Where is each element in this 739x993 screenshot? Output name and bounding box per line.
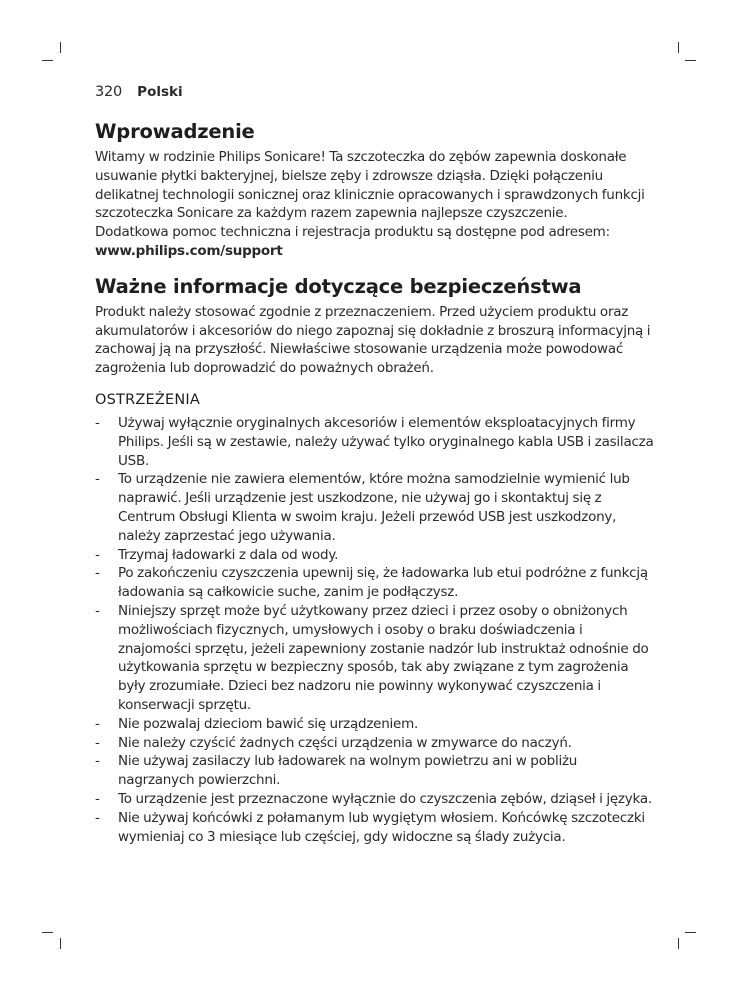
crop-mark-bottom-left-v [60,938,61,949]
warning-item [95,790,655,809]
support-text: Dodatkowa pomoc techniczna i rejestracja produktu są dostępne pod adresem: [95,224,610,241]
warning-item [95,734,655,753]
page-number: 320 [95,84,123,100]
warning-item [95,546,655,565]
bullet-dash: - [95,546,100,563]
crop-mark-bottom-right-v [678,938,679,949]
safety-paragraph: Produkt należy stosować zgodnie z przeznaczeniem. Przed użyciem produktu oraz akumulatorów i akcesoriów do niego zapoznaj się dokładnie z broszurą informacyjną i zachowaj ją na przyszłość. Niewłaściwe stosowanie urządzenia może powodować zagrożenia lub doprowadzić do poważnych obrażeń. [95,303,651,377]
warning-text: To urządzenie nie zawiera elementów, które można samodzielnie wymienić lub naprawić. Jeśli urządzenie jest uszkodzone, nie używaj go i skontaktuj się z Centrum Obsługi Klienta w swoim kraju. Jeżeli przewód USB jest uszkodzony, należy zaprzestać jego używania. [118,471,630,544]
intro-paragraph: Witamy w rodzinie Philips Sonicare! Ta szczoteczka do zębów zapewnia doskonałe usuwanie płytki bakteryjnej, bielsze zęby i zdrowsze dziąsła. Dzięki połączeniu delikatnej technologii sonicznej oraz klinicznie opracowanych i sprawdzonych funkcji szczoteczka Sonicare za każdym razem zapewnia najlepsze czyszczenie. [95,149,645,222]
warning-text: Nie pozwalaj dzieciom bawić się urządzeniem. [118,715,419,732]
warning-item [95,715,655,734]
intro-heading: Wprowadzenie [95,120,255,143]
safety-section [95,273,655,378]
intro-section [95,118,655,261]
support-link[interactable]: www.philips.com/support [95,242,283,259]
warning-item [95,564,655,602]
safety-heading: Ważne informacje dotyczące bezpieczeństwa [95,274,582,298]
support-paragraph [95,223,655,261]
bullet-dash: - [95,602,100,619]
crop-mark-bottom-left-h [42,932,53,933]
warning-text: Niniejszy sprzęt może być użytkowany przez dzieci i przez osoby o obniżonych możliwościach fizycznych, umysłowych i osoby o braku doświadczenia i znajomości sprzętu, jeżeli zapewniony zostanie nadzór lub instruktaż odnośnie do użytkowania sprzętu w bezpieczny sposób, tak aby związane z tym zagrożenia były zrozumiałe. Dzieci bez nadzoru nie powinny wykonywać czyszczenia i konserwacji sprzętu. [118,602,649,713]
crop-mark-top-left-h [42,60,53,61]
warning-text: To urządzenie jest przeznaczone wyłącznie do czyszczenia zębów, dziąseł i języka. [118,790,652,807]
warning-item [95,470,655,545]
warning-text: Używaj wyłącznie oryginalnych akcesoriów i elementów eksploatacyjnych firmy Philips. Jeśli są w zestawie, należy używać tylko oryginalnego kabla USB i zasilacza USB. [118,414,654,469]
warning-text: Nie używaj zasilaczy lub ładowarek na wolnym powietrzu ani w pobliżu nagrzanych powierzchni. [118,753,578,789]
bullet-dash: - [95,734,100,751]
crop-mark-bottom-right-h [685,932,696,933]
warnings-heading: OSTRZEŻENIA [95,391,200,408]
warning-text: Nie używaj końcówki z połamanym lub wygiętym włosiem. Końcówkę szczoteczki wymieniaj co 3 miesiące lub częściej, gdy widoczne są ślady zużycia. [118,809,645,845]
bullet-dash: - [95,809,100,826]
warnings-section [95,388,655,846]
document-body [95,118,655,846]
crop-mark-top-right-v [678,42,679,53]
bullet-dash: - [95,414,100,431]
page-header [95,81,183,101]
bullet-dash: - [95,565,100,582]
warning-text: Trzymaj ładowarki z dala od wody. [118,546,339,563]
bullet-dash: - [95,753,100,770]
crop-mark-top-right-h [685,60,696,61]
warning-item [95,414,655,470]
warning-item [95,752,655,790]
warning-text: Nie należy czyścić żadnych części urządzenia w zmywarce do naczyń. [118,734,572,751]
warning-item [95,602,655,715]
crop-mark-top-left-v [60,42,61,53]
bullet-dash: - [95,471,100,488]
warning-item [95,809,655,847]
bullet-dash: - [95,790,100,807]
page-language: Polski [137,84,183,100]
warnings-list [95,414,655,846]
warning-text: Po zakończeniu czyszczenia upewnij się, że ładowarka lub etui podróżne z funkcją ładowania są całkowicie suche, zanim je podłączysz. [118,565,648,601]
bullet-dash: - [95,715,100,732]
